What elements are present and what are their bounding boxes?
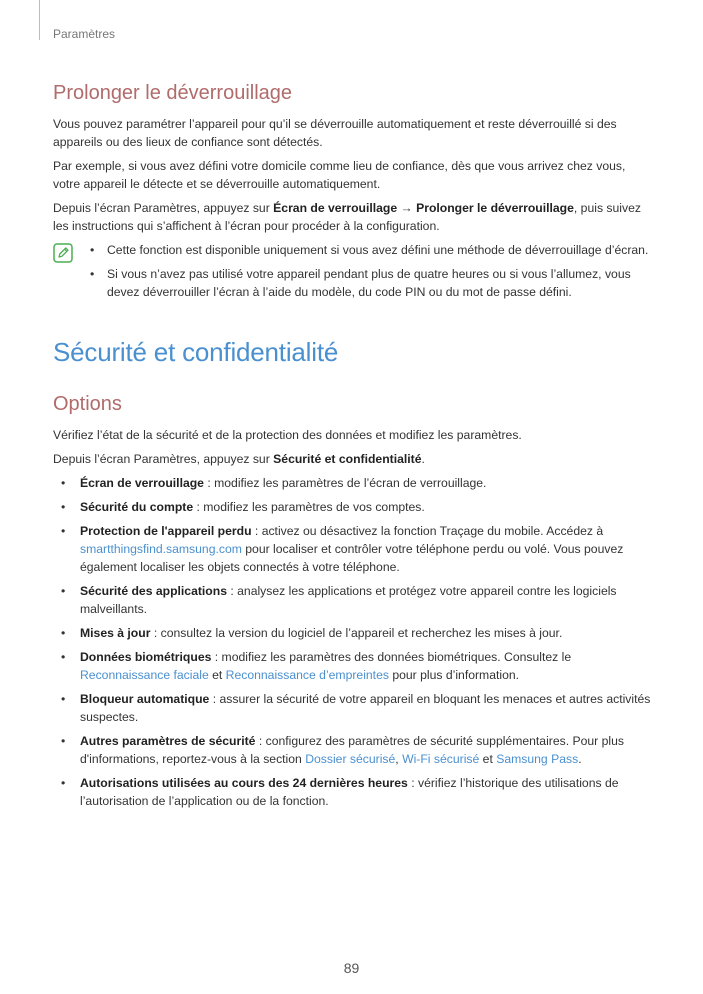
option-item-app-security: • Sécurité des applications : analysez les applications et protégez votre appareil contre les logiciels malveillants. <box>53 582 653 618</box>
smartthings-find-link[interactable]: smartthingsfind.samsung.com <box>80 542 242 556</box>
option-item-other-security: • Autres paramètres de sécurité : configurez des paramètres de sécurité supplémentaires. Pour plus d'informations, reportez-vous à la section Dossier sécurisé, Wi-Fi sécurisé et Samsung Pass. <box>53 732 653 768</box>
option-item-auto-blocker: • Bloqueur automatique : assurer la sécurité de votre appareil en bloquant les menaces et autres activités suspectes. <box>53 690 653 726</box>
option-item-updates: • Mises à jour : consultez la version du logiciel de l’appareil et recherchez les mises à jour. <box>53 624 653 642</box>
note-item: • Cette fonction est disponible uniquement si vous avez défini une méthode de déverrouillage d’écran. <box>90 241 653 259</box>
note-pencil-icon <box>53 243 73 263</box>
options-list <box>53 474 653 810</box>
fingerprint-recognition-link[interactable]: Reconnaissance d’empreintes <box>225 668 389 682</box>
face-recognition-link[interactable]: Reconnaissance faciale <box>80 668 209 682</box>
note-item: • Si vous n’avez pas utilisé votre appareil pendant plus de quatre heures ou si vous l’allumez, vous devez déverrouiller l’écran à l’aide du modèle, du code PIN ou du mot de passe défini. <box>90 265 653 301</box>
option-item-lock-screen: • Écran de verrouillage : modifiez les paramètres de l’écran de verrouillage. <box>53 474 653 492</box>
menu-path-security: Sécurité et confidentialité <box>273 452 422 466</box>
chapter-title-security: Sécurité et confidentialité <box>53 337 339 367</box>
samsung-pass-link[interactable]: Samsung Pass <box>496 752 579 766</box>
option-item-account-security: • Sécurité du compte : modifiez les paramètres de vos comptes. <box>53 498 653 516</box>
secure-folder-link[interactable]: Dossier sécurisé <box>305 752 396 766</box>
page-content <box>53 82 653 816</box>
unlock-paragraph-1: Vous pouvez paramétrer l’appareil pour qu’il se déverrouille automatiquement et reste déverrouillé si des appareils ou des lieux de confiance sont détectés. <box>53 117 617 149</box>
unlock-paragraph-2: Par exemple, si vous avez défini votre domicile comme lieu de confiance, dès que vous arrivez chez vous, votre appareil le détecte et se déverrouille automatiquement. <box>53 159 626 191</box>
menu-path-lock-screen: Écran de verrouillage <box>273 201 398 215</box>
section-title-options: Options <box>53 393 122 415</box>
option-item-permissions-24h: • Autorisations utilisées au cours des 24 dernières heures : vérifiez l’historique des utilisations de l’autorisation de l’application ou de la fonction. <box>53 774 653 810</box>
page-number: 89 <box>343 960 360 976</box>
note-list <box>90 241 653 301</box>
header-rule <box>39 0 40 40</box>
section-title-unlock: Prolonger le déverrouillage <box>53 82 293 104</box>
option-item-lost-device: • Protection de l'appareil perdu : activez ou désactivez la fonction Traçage du mobile. Accédez à smartthingsfind.samsung.com pour localiser et contrôler votre téléphone perdu ou volé. Vous pouvez également localiser les objets connectés à votre téléphone. <box>53 522 653 576</box>
unlock-paragraph-3: Depuis l’écran Paramètres, appuyez sur Écran de verrouillage → Prolonger le déverrouillage, puis suivez les instructions qui s’affichent à l’écran pour procéder à la configuration. <box>53 201 641 233</box>
note-block <box>53 241 653 301</box>
options-intro: Vérifiez l’état de la sécurité et de la protection des données et modifiez les paramètres. <box>53 428 522 442</box>
menu-path-extend-unlock: Prolonger le déverrouillage <box>416 201 574 215</box>
option-item-biometrics: • Données biométriques : modifiez les paramètres des données biométriques. Consultez le Reconnaissance faciale et Reconnaissance d’empreintes pour plus d’information. <box>53 648 653 684</box>
secure-wifi-link[interactable]: Wi-Fi sécurisé <box>402 752 480 766</box>
running-header: Paramètres <box>53 27 116 41</box>
options-path: Depuis l’écran Paramètres, appuyez sur Sécurité et confidentialité. <box>53 452 425 466</box>
